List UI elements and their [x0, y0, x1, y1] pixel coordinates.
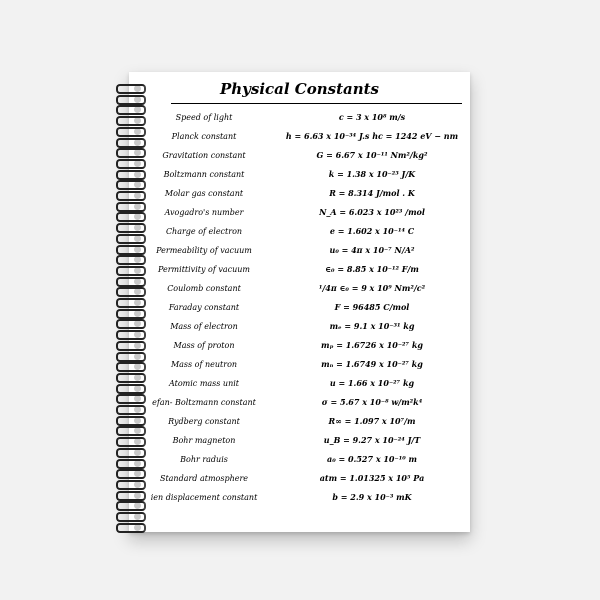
spiral-coil: [116, 384, 146, 393]
constant-row: [129, 469, 470, 488]
constant-name: Rydberg constant: [168, 417, 240, 426]
spiral-coil: [116, 245, 146, 254]
notebook-page: [129, 72, 470, 532]
spiral-coil: [116, 501, 146, 510]
constant-name: efan- Boltzmann constant: [152, 398, 256, 407]
coil-loop: [116, 170, 146, 180]
constant-row: [129, 431, 470, 450]
coil-loop: [116, 491, 146, 501]
constant-value: b = 2.9 x 10⁻³ mK: [332, 492, 412, 502]
coil-loop: [116, 469, 146, 479]
constant-row: [129, 317, 470, 336]
spiral-coil: [116, 394, 146, 403]
coil-loop: [116, 330, 146, 340]
spiral-coil: [116, 298, 146, 307]
constant-row: [129, 184, 470, 203]
constant-value: R = 8.314 J/mol . K: [329, 188, 415, 198]
spiral-coil: [116, 255, 146, 264]
coil-loop: [116, 373, 146, 383]
constant-value: R∞ = 1.097 x 10⁷/m: [328, 416, 416, 426]
spiral-coil: [116, 330, 146, 339]
coil-loop: [116, 394, 146, 404]
spiral-coil: [116, 277, 146, 286]
spiral-coil: [116, 416, 146, 425]
constant-row: [129, 488, 470, 507]
spiral-coil: [116, 341, 146, 350]
constant-name: Charge of electron: [165, 227, 243, 236]
constant-value: u_B = 9.27 x 10⁻²⁴ J/T: [323, 435, 421, 445]
coil-loop: [116, 148, 146, 158]
constant-value: ∈₀ = 8.85 x 10⁻¹² F/m: [325, 264, 419, 274]
spiral-coil: [116, 148, 146, 157]
coil-loop: [116, 138, 146, 148]
coil-loop: [116, 384, 146, 394]
coil-loop: [116, 277, 146, 287]
constant-row: [129, 450, 470, 469]
spiral-coil: [116, 309, 146, 318]
spiral-coil: [116, 523, 146, 532]
constant-row: [129, 374, 470, 393]
spiral-binding: [116, 72, 154, 532]
constant-row: [129, 108, 470, 127]
spiral-coil: [116, 105, 146, 114]
constant-name: Mass of neutron: [170, 360, 238, 369]
title-underline: [171, 103, 462, 104]
coil-loop: [116, 127, 146, 137]
coil-loop: [116, 405, 146, 415]
coil-loop: [116, 512, 146, 522]
constant-row: [129, 222, 470, 241]
spiral-coil: [116, 448, 146, 457]
constant-name: Gravitation constant: [162, 151, 246, 160]
spiral-coil: [116, 127, 146, 136]
spiral-coil: [116, 95, 146, 104]
spiral-coil: [116, 266, 146, 275]
spiral-coil: [116, 491, 146, 500]
spiral-coil: [116, 459, 146, 468]
constant-row: [129, 127, 470, 146]
constant-name: Mass of electron: [170, 322, 238, 331]
constant-value: mₙ = 1.6749 x 10⁻²⁷ kg: [321, 359, 423, 369]
coil-loop: [116, 287, 146, 297]
coil-loop: [116, 448, 146, 458]
constant-value: σ = 5.67 x 10⁻⁸ w/m²k⁴: [321, 397, 423, 407]
coil-loop: [116, 362, 146, 372]
spiral-coil: [116, 116, 146, 125]
coil-loop: [116, 84, 146, 94]
spiral-coil: [116, 84, 146, 93]
constant-value: c = 3 x 10⁸ m/s: [338, 112, 406, 122]
coil-loop: [116, 245, 146, 255]
spiral-coil: [116, 426, 146, 435]
spiral-coil: [116, 319, 146, 328]
spiral-coil: [116, 352, 146, 361]
constant-name: Avogadro's number: [164, 208, 244, 217]
constant-row: [129, 336, 470, 355]
coil-loop: [116, 309, 146, 319]
coil-loop: [116, 159, 146, 169]
coil-loop: [116, 202, 146, 212]
spiral-coil: [116, 212, 146, 221]
coil-loop: [116, 212, 146, 222]
coil-loop: [116, 255, 146, 265]
spiral-coil: [116, 138, 146, 147]
constant-name: Atomic mass unit: [168, 379, 240, 388]
coil-loop: [116, 523, 146, 533]
spiral-coil: [116, 405, 146, 414]
coil-loop: [116, 298, 146, 308]
spiral-coil: [116, 287, 146, 296]
constant-name: Bohr raduis: [180, 455, 228, 464]
coil-loop: [116, 341, 146, 351]
spiral-coil: [116, 191, 146, 200]
constant-row: [129, 355, 470, 374]
constant-value: k = 1.38 x 10⁻²³ J/K: [328, 169, 416, 179]
constant-name: Boltzmann constant: [163, 170, 245, 179]
constant-value: u₀ = 4π x 10⁻⁷ N/A²: [329, 245, 415, 255]
coil-loop: [116, 501, 146, 511]
coil-loop: [116, 234, 146, 244]
spiral-coil: [116, 437, 146, 446]
constant-name: Mass of proton: [173, 341, 235, 350]
coil-loop: [116, 116, 146, 126]
coil-loop: [116, 319, 146, 329]
coil-loop: [116, 352, 146, 362]
constant-name: Planck constant: [171, 132, 237, 141]
coil-loop: [116, 266, 146, 276]
page-title: Physical Constants: [219, 80, 380, 98]
coil-loop: [116, 459, 146, 469]
constant-value: u = 1.66 x 10⁻²⁷ kg: [329, 378, 415, 388]
constant-row: [129, 203, 470, 222]
spiral-coil: [116, 202, 146, 211]
constant-value: e = 1.602 x 10⁻¹⁴ C: [329, 226, 415, 236]
spiral-coil: [116, 223, 146, 232]
constant-value: h = 6.63 x 10⁻³⁴ J.s hc = 1242 eV − nm: [285, 131, 459, 141]
constant-row: [129, 241, 470, 260]
constant-name: Standard atmosphere: [159, 474, 249, 483]
spiral-coil: [116, 480, 146, 489]
coil-loop: [116, 416, 146, 426]
constant-name: Bohr magneton: [172, 436, 236, 445]
coil-loop: [116, 426, 146, 436]
constant-value: G = 6.67 x 10⁻¹¹ Nm²/kg²: [316, 150, 428, 160]
constant-name: Coulomb constant: [167, 284, 241, 293]
constant-value: mₚ = 1.6726 x 10⁻²⁷ kg: [321, 340, 423, 350]
coil-loop: [116, 180, 146, 190]
spiral-coil: [116, 159, 146, 168]
constant-row: [129, 393, 470, 412]
spiral-coil: [116, 362, 146, 371]
constant-row: [129, 298, 470, 317]
spiral-coil: [116, 180, 146, 189]
constant-name: ien displacement constant: [150, 493, 258, 502]
constant-name: Molar gas constant: [164, 189, 244, 198]
constant-name: Faraday constant: [168, 303, 240, 312]
constant-row: [129, 165, 470, 184]
constant-value: N_A = 6.023 x 10²³ /mol: [319, 207, 425, 217]
coil-loop: [116, 437, 146, 447]
spiral-coil: [116, 512, 146, 521]
spiral-coil: [116, 469, 146, 478]
spiral-coil: [116, 234, 146, 243]
coil-loop: [116, 223, 146, 233]
constant-value: mₑ = 9.1 x 10⁻³¹ kg: [329, 321, 415, 331]
constant-name: Permeability of vacuum: [156, 246, 252, 255]
coil-loop: [116, 105, 146, 115]
constant-value: a₀ = 0.527 x 10⁻¹⁰ m: [327, 454, 417, 464]
constant-value: ¹/4π ∈₀ = 9 x 10⁹ Nm²/c²: [318, 283, 426, 293]
coil-loop: [116, 95, 146, 105]
constant-row: [129, 146, 470, 165]
constant-value: atm = 1.01325 x 10⁵ Pa: [319, 473, 425, 483]
constant-name: Permittivity of vacuum: [157, 265, 251, 274]
spiral-coil: [116, 373, 146, 382]
constant-row: [129, 279, 470, 298]
constant-name: Speed of light: [175, 113, 233, 122]
constant-row: [129, 412, 470, 431]
coil-loop: [116, 480, 146, 490]
spiral-coil: [116, 170, 146, 179]
constant-row: [129, 260, 470, 279]
coil-loop: [116, 191, 146, 201]
constant-value: F = 96485 C/mol: [334, 302, 410, 312]
